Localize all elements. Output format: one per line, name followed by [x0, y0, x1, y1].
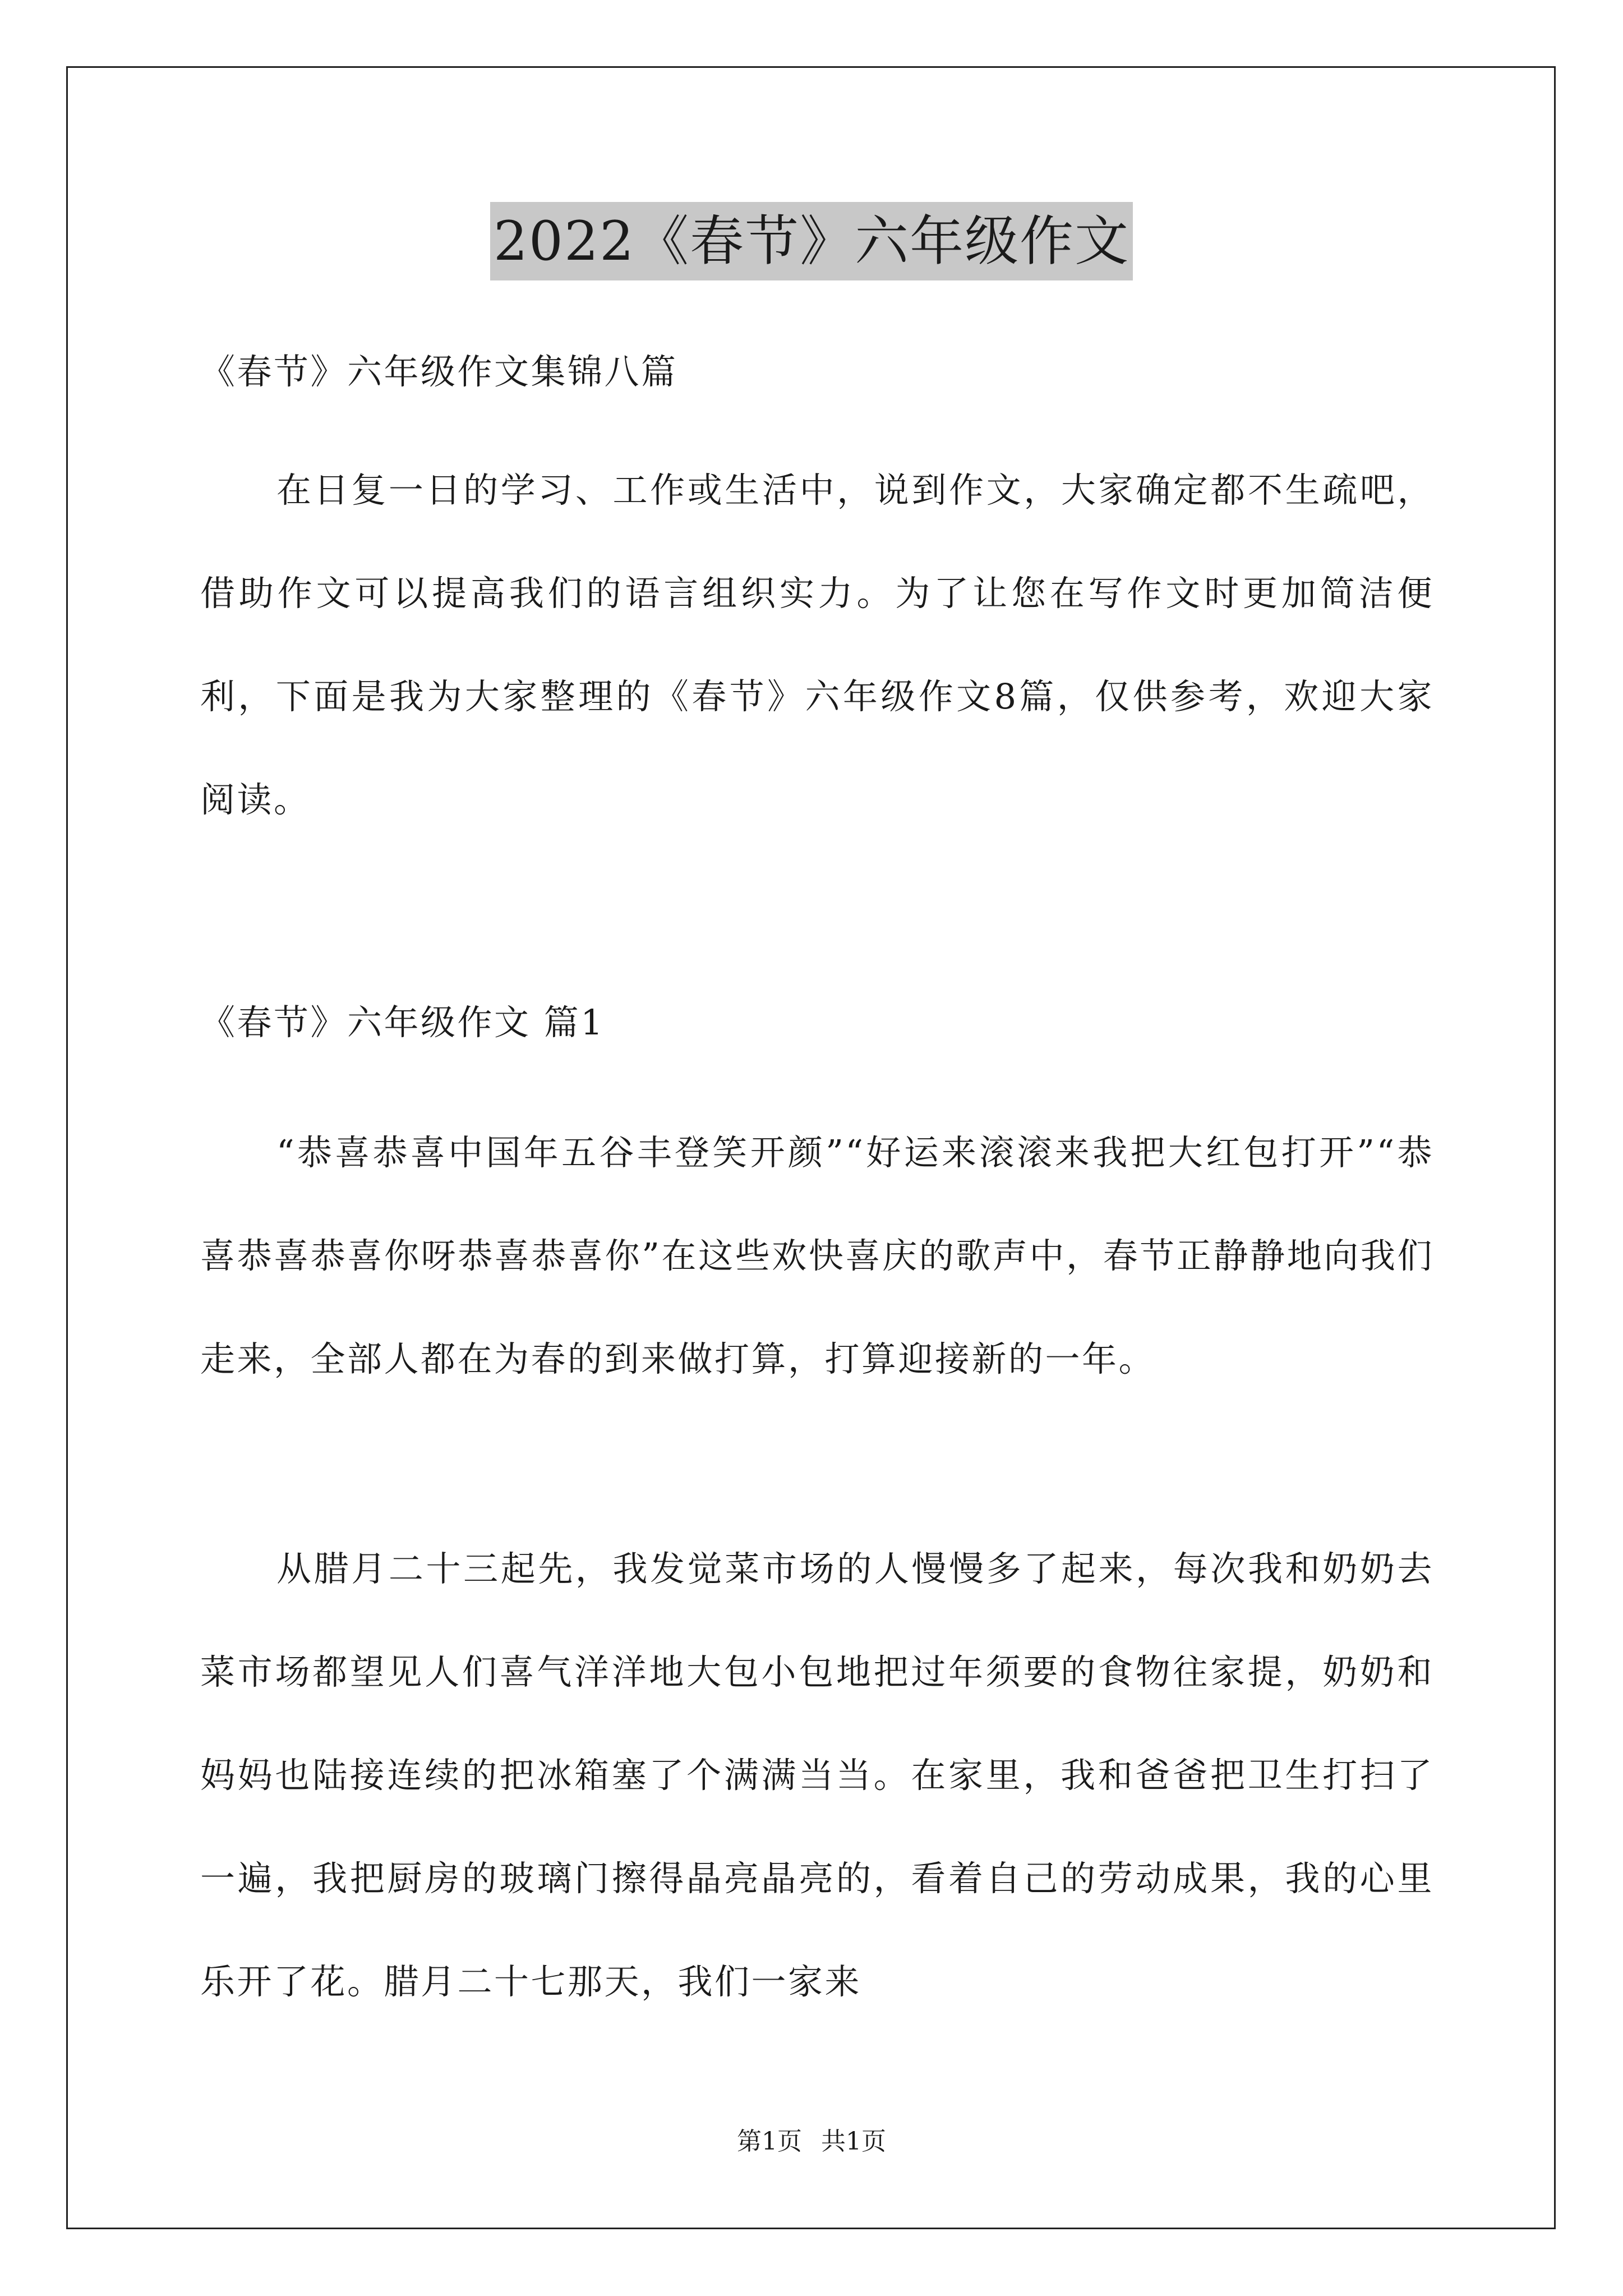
document-subtitle: 《春节》六年级作文集锦八篇 — [200, 351, 678, 392]
section-heading: 《春节》六年级作文 篇1 — [200, 1002, 605, 1043]
intro-paragraph: 在日复一日的学习、工作或生活中，说到作文，大家确定都不生疏吧，借助作文可以提高我们的语言组织实力。为了让您在写作文时更加简洁便利，下面是我为大家整理的《春节》六年级作文8篇，仅供参考，欢迎大家阅读。 — [200, 470, 1434, 820]
title-container — [0, 202, 1623, 280]
page-footer: 第1页 共1页 — [737, 2127, 886, 2156]
document-title: 2022《春节》六年级作文 — [490, 202, 1133, 280]
body-paragraph: 从腊月二十三起先，我发觉菜市场的人慢慢多了起来，每次我和奶奶去菜市场都望见人们喜气洋洋地大包小包地把过年须要的食物往家提，奶奶和妈妈也陆接连续的把冰箱塞了个满满当当。在家里，我和爸爸把卫生打扫了一遍，我把厨房的玻璃门擦得晶亮晶亮的，看着自己的劳动成果，我的心里乐开了花。腊月二十七那天，我们一家来 — [200, 1548, 1434, 2002]
body-paragraph: “恭喜恭喜中国年五谷丰登笑开颜”“好运来滚滚来我把大红包打开”“恭喜恭喜恭喜你呀恭喜恭喜你”在这些欢快喜庆的歌声中，春节正静静地向我们走来，全部人都在为春的到来做打算，打算迎接新的一年。 — [200, 1132, 1434, 1379]
